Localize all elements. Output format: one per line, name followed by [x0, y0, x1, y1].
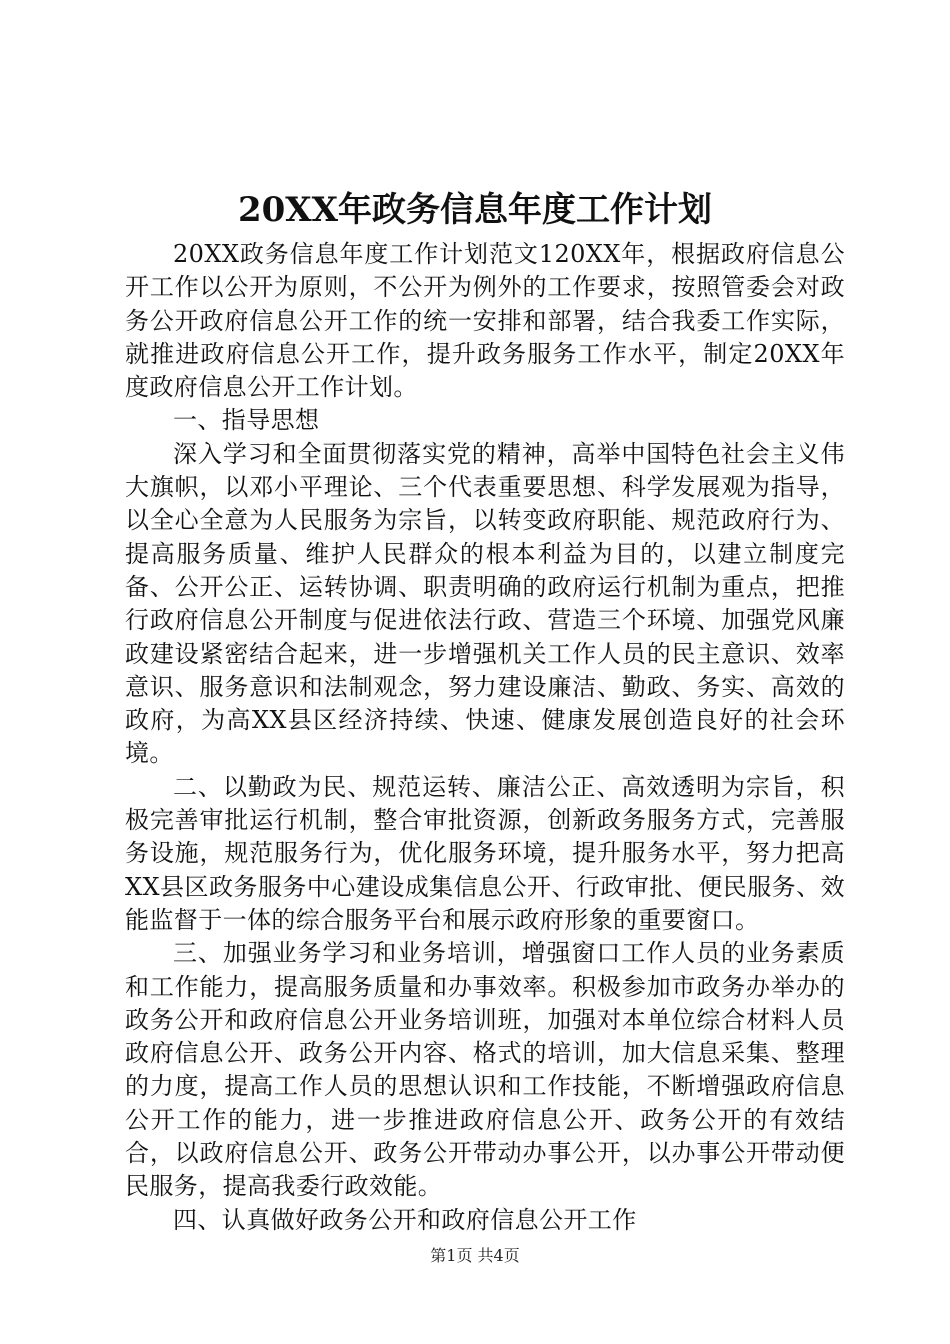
paragraph-intro: 20XX政务信息年度工作计划范文120XX年，根据政府信息公开工作以公开为原则，不公开为例外的工作要求，按照管委会对政务公开政府信息公开工作的统一安排和部署，结合我委工作实际，就推进政府信息公开工作，提升政务服务工作水平，制定20XX年度政府信息公开工作计划。 — [125, 240, 845, 402]
paragraph-section-three: 三、加强业务学习和业务培训，增强窗口工作人员的业务素质和工作能力，提高服务质量和办事效率。积极参加市政务办举办的政务公开和政府信息公开业务培训班，加强对本单位综合材料人员政府信息公开、政务公开内容、格式的培训，加大信息采集、整理的力度，提高工作人员的思想认识和工作技能，不断增强政府信息公开工作的能力，进一步推进政府信息公开、政务公开的有效结合，以政府信息公开、政务公开带动办事公开，以办事公开带动便民服务，提高我委行政效能。 — [125, 939, 845, 1201]
paragraph-guiding-ideology: 深入学习和全面贯彻落实党的精神，高举中国特色社会主义伟大旗帜，以邓小平理论、三个代表重要思想、科学发展观为指导，以全心全意为人民服务为宗旨，以转变政府职能、规范政府行为、提高服务质量、维护人民群众的根本利益为目的，以建立制度完备、公开公正、运转协调、职责明确的政府运行机制为重点，把推行政府信息公开制度与促进依法行政、营造三个环境、加强党风廉政建设紧密结合起来，进一步增强机关工作人员的民主意识、效率意识、服务意识和法制观念，努力建设廉洁、勤政、务实、高效的政府，为高XX县区经济持续、快速、健康发展创造良好的社会环境。 — [125, 439, 845, 768]
document-body — [125, 238, 845, 1237]
section-heading-guiding-ideology: 一、指导思想 — [173, 406, 320, 435]
section-heading-four: 四、认真做好政务公开和政府信息公开工作 — [173, 1205, 637, 1234]
document-title: 20XX年政务信息年度工作计划 — [237, 190, 713, 230]
paragraph-section-two: 二、以勤政为民、规范运转、廉洁公正、高效透明为宗旨，积极完善审批运行机制，整合审批资源，创新政务服务方式，完善服务设施，规范服务行为，优化服务环境，提升服务水平，努力把高XX县区政务服务中心建设成集信息公开、行政审批、便民服务、效能监督于一体的综合服务平台和展示政府形象的重要窗口。 — [125, 772, 845, 934]
page-number-footer: 第1页 共4页 — [430, 1246, 520, 1265]
